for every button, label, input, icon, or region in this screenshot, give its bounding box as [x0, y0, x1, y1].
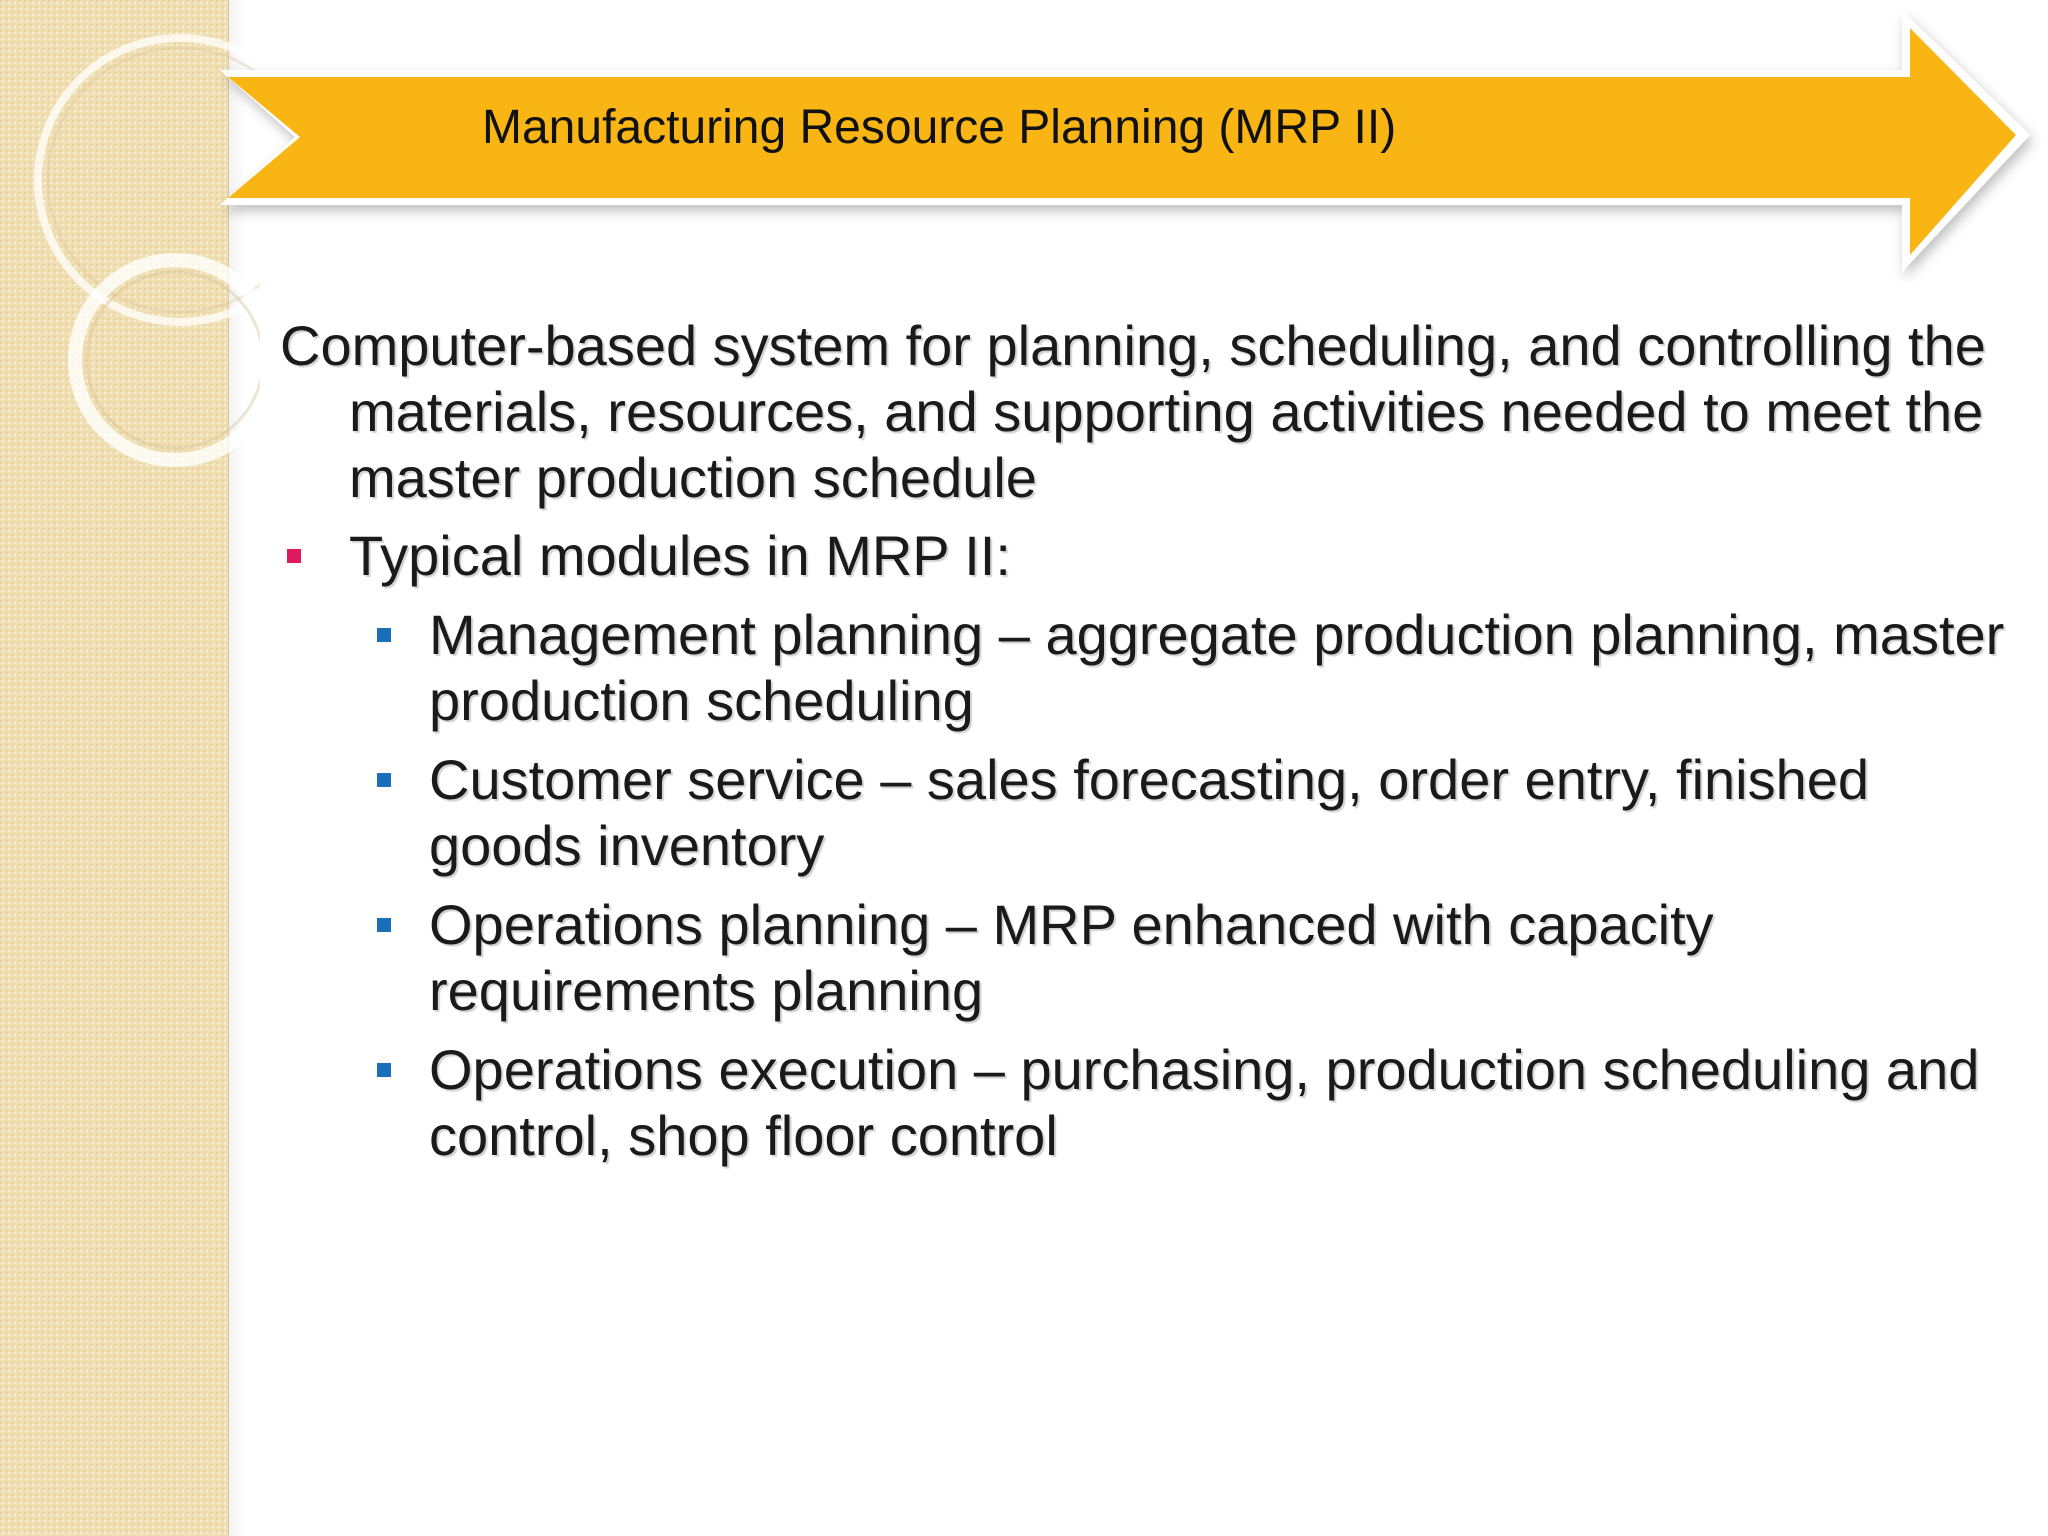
slide-body	[280, 313, 2020, 1169]
module-text: Management planning – aggregate production planning, master production scheduling	[429, 603, 2005, 732]
square-bullet-icon	[377, 918, 391, 932]
module-item-customer-service	[280, 747, 2020, 879]
main-bullet	[280, 523, 2020, 589]
module-text: Operations planning – MRP enhanced with capacity requirements planning	[429, 893, 1714, 1022]
main-bullet-text: Typical modules in MRP II:	[349, 524, 1011, 587]
module-text: Operations execution – purchasing, production scheduling and control, shop floor control	[429, 1038, 1980, 1167]
square-bullet-icon	[377, 773, 391, 787]
square-bullet-icon	[287, 549, 301, 563]
module-item-operations-planning	[280, 892, 2020, 1024]
intro-paragraph: Computer-based system for planning, scheduling, and controlling the materials, resources, and supporting activities needed to meet the master production schedule	[280, 314, 1986, 509]
modules-list	[280, 602, 2020, 1169]
slide-title: Manufacturing Resource Planning (MRP II)	[482, 101, 1397, 154]
module-text: Customer service – sales forecasting, order entry, finished goods inventory	[429, 748, 1870, 877]
module-item-operations-execution	[280, 1037, 2020, 1169]
module-item-management-planning	[280, 602, 2020, 734]
square-bullet-icon	[377, 1063, 391, 1077]
square-bullet-icon	[377, 628, 391, 642]
